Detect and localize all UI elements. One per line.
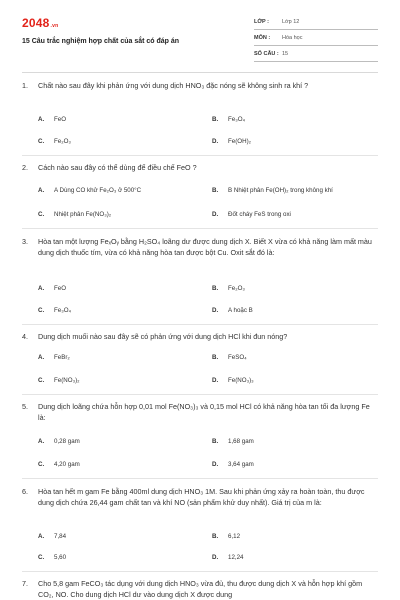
option-text: Fe(NO₃)₂ [54, 377, 80, 384]
document-title: 15 Câu trắc nghiệm hợp chất của sắt có đáp án [22, 38, 180, 45]
meta-key: LỚP : [254, 18, 269, 25]
option-text: Fe₃O₄ [54, 307, 72, 314]
question-6 [22, 486, 378, 508]
option-d[interactable] [212, 553, 243, 562]
meta-row-count [254, 46, 378, 62]
option-letter: B. [212, 533, 219, 540]
question-5 [22, 401, 378, 423]
question-text: Chất nào sau đây khi phản ứng với dung dịch HNO₃ đặc nóng sẽ không sinh ra khí ? [38, 81, 309, 90]
option-text: B Nhiệt phân Fe(OH)₂ trong không khí [228, 187, 333, 194]
option-d[interactable] [212, 460, 254, 469]
question-number: 2. [22, 163, 28, 172]
option-b[interactable] [212, 437, 254, 446]
question-number: 4. [22, 332, 28, 341]
meta-row-subject [254, 30, 378, 46]
option-text: Nhiệt phân Fe(NO₃)₂ [54, 211, 112, 218]
option-text: 3,64 gam [228, 461, 254, 468]
question-3 [22, 236, 378, 258]
option-c[interactable] [38, 210, 111, 219]
option-text: Fe₂O₃ [228, 285, 245, 292]
option-letter: B. [212, 116, 219, 123]
option-text: 4,20 gam [54, 461, 80, 468]
question-text: Hòa tan một lượng FeₓOᵧ bằng H₂SO₄ loãng dư được dung dịch X. Biết X vừa có khả năng làm mất màu dung dịch thuốc tím, vừa có khả năng hòa tan được bột Cu. Oxit sắt đó là: [38, 237, 372, 257]
option-letter: D. [212, 554, 219, 561]
option-text: 12,24 [228, 554, 244, 561]
logo-suffix: .vn [50, 23, 59, 29]
question-line [22, 80, 378, 91]
option-text: 7,84 [54, 533, 67, 540]
option-letter: C. [38, 138, 45, 145]
option-a[interactable] [38, 284, 66, 293]
option-letter: A. [38, 438, 45, 445]
logo-text: 2048 [22, 16, 50, 30]
meta-table [254, 14, 378, 62]
option-text: Fe(OH)₂ [228, 138, 252, 145]
option-letter: A. [38, 116, 45, 123]
option-letter: C. [38, 211, 45, 218]
question-4 [22, 331, 378, 342]
option-a[interactable] [38, 437, 80, 446]
meta-key: SỐ CÂU : [254, 50, 279, 57]
question-number: 7. [22, 579, 28, 588]
option-letter: D. [212, 211, 219, 218]
question-line [22, 162, 378, 173]
option-text: 5,60 [54, 554, 67, 561]
question-line [22, 486, 378, 508]
question-divider [22, 155, 378, 156]
option-letter: D. [212, 138, 219, 145]
option-d[interactable] [212, 137, 251, 146]
option-text: 1,68 gam [228, 438, 254, 445]
question-number: 5. [22, 402, 28, 411]
question-text: Dung dịch muối nào sau đây sẽ có phản ứng với dung dịch HCl khi đun nóng? [38, 332, 288, 341]
question-number: 1. [22, 81, 28, 90]
option-b[interactable] [212, 532, 240, 541]
document-header [22, 10, 378, 64]
meta-value: Lớp 12 [282, 18, 300, 25]
option-letter: B. [212, 285, 219, 292]
option-letter: B. [212, 187, 219, 194]
option-d[interactable] [212, 376, 254, 385]
option-letter: C. [38, 377, 45, 384]
question-text: Cách nào sau đây có thể dùng để điều chế FeO ? [38, 163, 197, 172]
option-text: Fe₃O₄ [228, 116, 246, 123]
option-text: FeBr₂ [54, 354, 70, 361]
question-divider [22, 324, 378, 325]
option-letter: D. [212, 461, 219, 468]
option-letter: C. [38, 307, 45, 314]
option-text: Fe₂O₃ [54, 138, 71, 145]
option-letter: C. [38, 461, 45, 468]
option-a[interactable] [38, 353, 70, 362]
option-text: A Dùng CO khử Fe₂O₃ ở 500°C [54, 187, 142, 194]
question-divider [22, 478, 378, 479]
option-text: FeO [54, 285, 67, 292]
option-text: A hoặc B [228, 307, 253, 314]
question-7 [22, 578, 378, 600]
option-a[interactable] [38, 532, 66, 541]
option-letter: C. [38, 554, 45, 561]
option-b[interactable] [212, 353, 247, 362]
option-letter: A. [38, 354, 45, 361]
question-divider [22, 571, 378, 572]
option-letter: B. [212, 354, 219, 361]
option-c[interactable] [38, 137, 71, 146]
question-number: 6. [22, 487, 28, 496]
meta-value: Hóa học [282, 34, 303, 41]
option-letter: A. [38, 187, 45, 194]
question-divider [22, 394, 378, 395]
question-text: Dung dịch loãng chứa hỗn hợp 0,01 mol Fe(NO₃)₃ và 0,15 mol HCl có khả năng hòa tan tối đa lượng Fe là: [38, 402, 370, 422]
option-text: Fe(NO₃)₃ [228, 377, 254, 384]
question-1 [22, 80, 378, 91]
option-text: FeO [54, 116, 67, 123]
question-line [22, 401, 378, 423]
question-line [22, 236, 378, 258]
question-text: Hòa tan hết m gam Fe bằng 400ml dung dịch HNO₃ 1M. Sau khi phản ứng xảy ra hoàn toàn, thu được dung dịch chứa 26,44 gam chất tan và khí NO (sản phẩm khử duy nhất). Giá trị của m là: [38, 487, 365, 507]
option-letter: A. [38, 533, 45, 540]
option-d[interactable] [212, 210, 291, 219]
meta-value: 15 [282, 50, 289, 57]
meta-row-class [254, 14, 378, 30]
option-a[interactable] [38, 115, 66, 124]
question-divider [22, 228, 378, 229]
option-b[interactable] [212, 284, 245, 293]
option-letter: B. [212, 438, 219, 445]
option-letter: D. [212, 307, 219, 314]
site-logo[interactable] [22, 16, 58, 30]
option-c[interactable] [38, 460, 80, 469]
header-divider [22, 72, 378, 73]
question-line [22, 331, 378, 342]
option-c[interactable] [38, 306, 71, 315]
option-a[interactable] [38, 186, 141, 195]
question-text: Cho 5,8 gam FeCO₃ tác dụng với dung dịch HNO₃ vừa đủ, thu được dung dịch X và hỗn hợp khí gồm CO₂, NO. Cho dung dịch HCl dư vào dung dịch X được dung [38, 579, 363, 599]
meta-key: MÔN : [254, 34, 271, 41]
question-2 [22, 162, 378, 173]
option-letter: A. [38, 285, 45, 292]
option-d[interactable] [212, 306, 253, 315]
option-b[interactable] [212, 186, 333, 195]
option-letter: D. [212, 377, 219, 384]
option-text: Đốt cháy FeS trong oxi [228, 211, 291, 218]
option-text: FeSO₄ [228, 354, 247, 361]
option-c[interactable] [38, 553, 66, 562]
question-line [22, 578, 378, 600]
question-number: 3. [22, 237, 28, 246]
option-text: 0,28 gam [54, 438, 80, 445]
option-c[interactable] [38, 376, 80, 385]
option-text: 6,12 [228, 533, 241, 540]
option-b[interactable] [212, 115, 245, 124]
